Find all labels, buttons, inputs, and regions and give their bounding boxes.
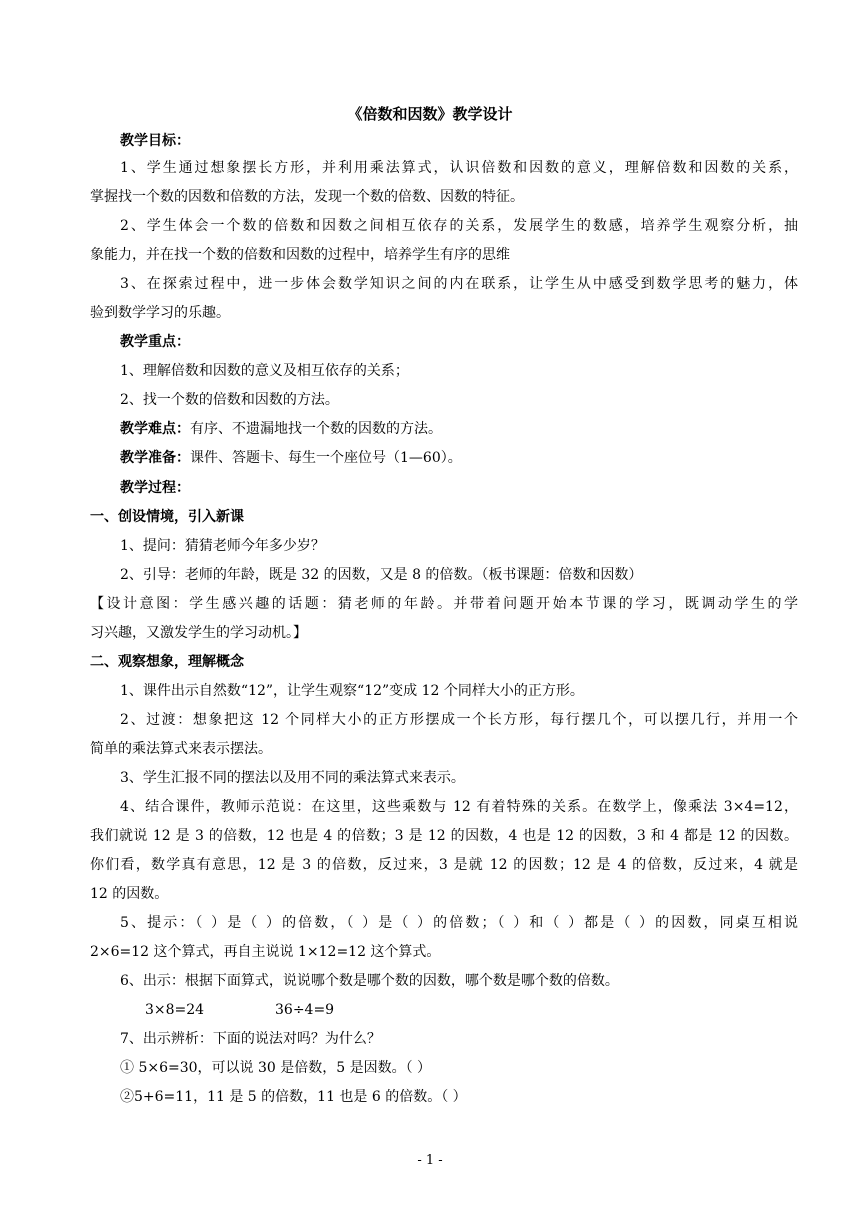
section-2-item-3: 3、学生汇报不同的摆法以及用不同的乘法算式来表示。: [120, 770, 465, 786]
section-2-item-2-line-1: 2、过渡：想象把这 12 个同样大小的正方形摆成一个长方形，每行摆几个，可以摆几行，并用一个: [120, 712, 798, 728]
section-1-heading: 一、创设情境，引入新课: [90, 509, 244, 525]
objectives-heading: 教学目标：: [120, 133, 190, 149]
section-2-item-4-line-1: 4、结合课件，教师示范说：在这里，这些乘数与 12 有着特殊的关系。在数学上，像乘法 3×4=12，: [120, 799, 798, 815]
section-1-item-1: 1、提问：猜猜老师今年多少岁？: [120, 538, 325, 554]
key-point-2: 2、找一个数的倍数和因数的方法。: [120, 392, 339, 408]
difficulty-label: 教学难点：: [120, 421, 190, 437]
difficulty-text: 有序、不遗漏地找一个数的因数的方法。: [190, 421, 442, 437]
page-number: - 1 -: [417, 1153, 443, 1168]
judgement-item-2: ②5+6=11，11 是 5 的倍数，11 也是 6 的倍数。（ ）: [120, 1089, 467, 1105]
preparation-label: 教学准备：: [120, 450, 190, 466]
objective-2-line-2: 象能力，并在找一个数的倍数和因数的过程中，培养学生有序的思维: [90, 247, 510, 263]
objective-1-line-1: 1、学生通过想象摆长方形，并利用乘法算式，认识倍数和因数的意义，理解倍数和因数的关系，: [120, 160, 798, 176]
section-2-item-1: 1、课件出示自然数“12”，让学生观察“12”变成 12 个同样大小的正方形。: [120, 683, 584, 699]
section-1-note-line-2: 习兴趣，又激发学生的学习动机。】: [90, 625, 307, 641]
difficulty-line: [120, 419, 442, 439]
section-2-item-2-line-2: 简单的乘法算式来表示摆法。: [90, 741, 272, 757]
section-2-item-5-line-2: 2×6=12 这个算式，再自主说说 1×12=12 这个算式。: [90, 944, 441, 960]
section-2-item-4-line-3: 你们看，数学真有意思，12 是 3 的倍数，反过来，3 是就 12 的因数；12 是 4 的倍数，反过来，4 就是: [90, 857, 798, 873]
formula-row: [145, 1000, 445, 1020]
key-point-1: 1、理解倍数和因数的意义及相互依存的关系；: [120, 363, 409, 379]
section-2-item-5-line-1: 5、提示：（ ）是（ ）的倍数，（ ）是（ ）的倍数；（ ）和（ ）都是（ ）的因数，同桌互相说: [120, 915, 798, 931]
objective-3-line-2: 验到数学学习的乐趣。: [90, 305, 230, 321]
preparation-text: 课件、答题卡、每生一个座位号（1—60）。: [190, 450, 462, 466]
judgement-item-1: ① 5×6=30，可以说 30 是倍数，5 是因数。（ ）: [120, 1060, 432, 1076]
formula-division: 36÷4=9: [275, 1002, 335, 1018]
section-2-item-4-line-2: 我们就说 12 是 3 的倍数，12 也是 4 的倍数；3 是 12 的因数，4 也是 12 的因数，3 和 4 都是 12 的因数。: [90, 828, 798, 844]
objective-1-line-2: 掌握找一个数的因数和倍数的方法，发现一个数的倍数、因数的特征。: [90, 189, 524, 205]
key-points-heading: 教学重点：: [120, 334, 190, 350]
section-2-item-4-line-4: 12 的因数。: [90, 886, 169, 902]
objective-3-line-1: 3、在探索过程中，进一步体会数学知识之间的内在联系，让学生从中感受到数学思考的魅力，体: [120, 276, 798, 292]
objective-2-line-1: 2、学生体会一个数的倍数和因数之间相互依存的关系，发展学生的数感，培养学生观察分析，抽: [120, 218, 798, 234]
section-2-heading: 二、观察想象，理解概念: [90, 654, 244, 670]
process-heading: 教学过程：: [120, 480, 190, 496]
preparation-line: [120, 448, 462, 468]
document-title: 《倍数和因数》教学设计: [347, 105, 513, 123]
formula-multiplication: 3×8=24: [145, 1002, 205, 1018]
section-2-item-7: 7、出示辨析：下面的说法对吗？为什么？: [120, 1031, 381, 1047]
section-1-item-2: 2、引导：老师的年龄，既是 32 的因数，又是 8 的倍数。（板书课题：倍数和因数）: [120, 567, 643, 583]
section-1-note-line-1: 【设计意图：学生感兴趣的话题：猜老师的年龄。并带着问题开始本节课的学习，既调动学生的学: [90, 596, 798, 612]
section-2-item-6: 6、出示：根据下面算式，说说哪个数是哪个数的因数，哪个数是哪个数的倍数。: [120, 973, 619, 989]
